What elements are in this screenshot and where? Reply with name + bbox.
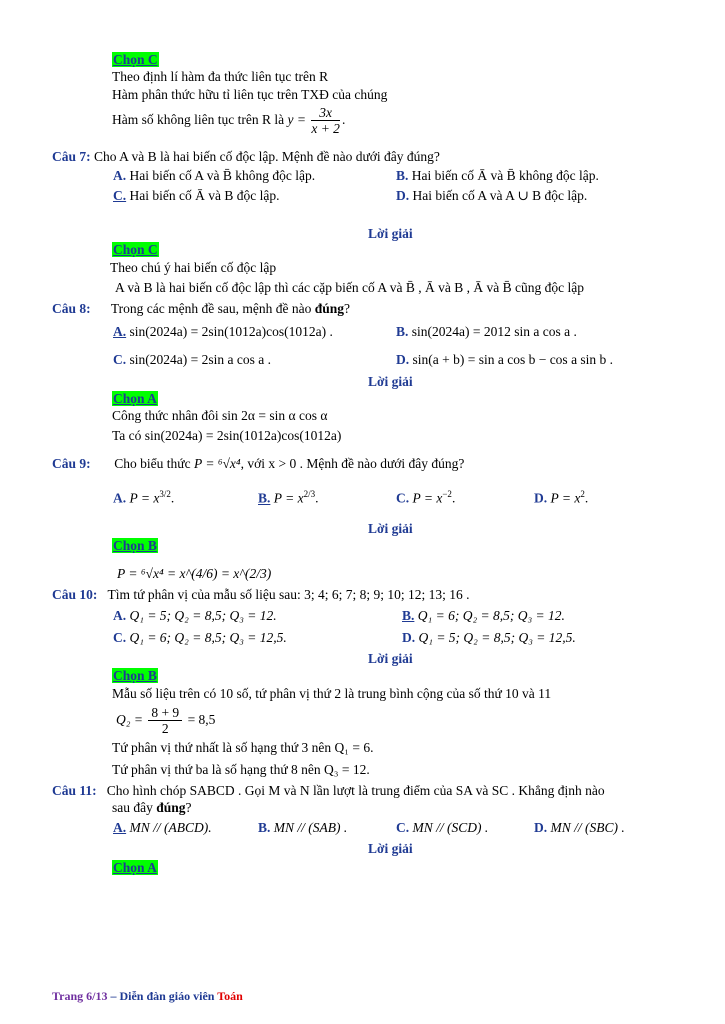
top-line-1: Theo định lí hàm đa thức liên tục trên R [112, 69, 329, 84]
question-11-line-2: sau đây đúng? [112, 800, 192, 815]
q9-option-a[interactable]: A. $P = x^{3/2}$. [113, 489, 175, 506]
q11-loigiai: Lời giải [368, 841, 413, 856]
q10-option-a[interactable]: A. Q₁ = 5; Q₂ = 8,5; Q₃ = 12. [113, 608, 277, 623]
q8-option-c[interactable]: C. sin(2024a) = 2sin a cos a . [113, 352, 271, 367]
q9-option-c[interactable]: C. $P = x^{-2}$. [396, 489, 456, 506]
footer-subject: Toán [217, 989, 243, 1003]
footer-forum: – Diễn đàn giáo viên [107, 989, 218, 1003]
q10-option-c[interactable]: C. Q₁ = 6; Q₂ = 8,5; Q₃ = 12,5. [113, 630, 287, 645]
q7-sol-1: Theo chú ý hai biến cố độc lập [110, 260, 277, 275]
question-9: Câu 9: Cho biểu thức P = ⁶√x⁴, với x > 0 . Mệnh đề nào dưới đây đúng? [52, 456, 465, 471]
q8-sol-2: Ta có sin(2024a) = 2sin(1012a)cos(1012a) [112, 428, 342, 443]
q7-option-b[interactable]: B. Hai biến cố Ā và B̄ không độc lập. [396, 168, 599, 183]
question-7: Câu 7: Cho A và B là hai biến cố độc lập. Mệnh đề nào dưới đây đúng? [52, 149, 440, 164]
top-line-3: Hàm số không liên tục trên R là y = $\frac{3x}{x + 2}$ . [112, 105, 346, 137]
page-footer [52, 988, 243, 1004]
question-11: Câu 11: Cho hình chóp SABCD . Gọi M và N lần lượt là trung điểm của SA và SC . Khẳng định nào [52, 783, 605, 798]
q8-loigiai: Lời giải [368, 374, 413, 389]
q7-sol-2: A và B là hai biến cố độc lập thì các cặp biến cố A và B̄ , Ā và B , Ā và B̄ cũng độc lập [115, 280, 584, 295]
q10-sol-4: Tứ phân vị thứ ba là số hạng thứ 8 nên Q₃ = 12. [112, 762, 370, 777]
q8-option-d[interactable]: D. sin(a + b) = sin a cos b − cos a sin b . [396, 352, 614, 367]
footer-page: Trang 6/13 [52, 989, 108, 1003]
q10-fraction: $\frac{8 + 9}{2}$ [148, 705, 182, 736]
q7-option-d[interactable]: D. Hai biến cố A và A ∪ B độc lập. [396, 188, 588, 203]
q8-option-a[interactable]: A. sin(2024a) = 2sin(1012a)cos(1012a) . [113, 324, 333, 339]
q10-chon: Chọn B [113, 668, 157, 683]
q11-option-a[interactable]: A. MN // (ABCD). [113, 820, 212, 835]
top-fraction: $\frac{3x}{x + 2}$ [311, 105, 340, 137]
q10-sol-3: Tứ phân vị thứ nhất là số hạng thứ 3 nên Q₁ = 6. [112, 740, 374, 755]
top-chon: Chọn C [113, 52, 158, 67]
question-8: Câu 8: Trong các mệnh đề sau, mệnh đề nào đúng? [52, 301, 350, 316]
question-10: Câu 10: Tìm tứ phân vị của mẫu số liệu sau: 3; 4; 6; 7; 8; 9; 10; 12; 13; 16 . [52, 587, 470, 602]
q10-option-b[interactable]: B. Q₁ = 6; Q₂ = 8,5; Q₃ = 12. [402, 608, 565, 623]
q7-chon: Chọn C [113, 242, 158, 257]
top-line-2: Hàm phân thức hữu tỉ liên tục trên TXĐ của chúng [112, 87, 388, 102]
q7-option-a[interactable]: A. Hai biến cố A và B̄ không độc lập. [113, 168, 316, 183]
q9-chon: Chọn B [113, 538, 157, 553]
q9-loigiai: Lời giải [368, 521, 413, 536]
q10-option-d[interactable]: D. Q₁ = 5; Q₂ = 8,5; Q₃ = 12,5. [402, 630, 576, 645]
q7-option-c[interactable]: C. Hai biến cố Ā và B độc lập. [113, 188, 280, 203]
q11-chon: Chọn A [113, 860, 157, 875]
q11-option-b[interactable]: B. MN // (SAB) . [258, 820, 348, 835]
q10-sol-1: Mẫu số liệu trên có 10 số, tứ phân vị thứ 2 là trung bình cộng của số thứ 10 và 11 [112, 686, 552, 701]
q9-sol: P = ⁶√x⁴ = x^(4/6) = x^(2/3) [117, 566, 272, 581]
q8-sol-1: Công thức nhân đôi sin 2α = sin α cos α [112, 408, 328, 423]
q9-option-b[interactable]: B. $P = x^{2/3}$. [258, 489, 319, 506]
q9-option-d[interactable]: D. $P = x^2$. [534, 489, 589, 506]
q8-option-b[interactable]: B. sin(2024a) = 2012 sin a cos a . [396, 324, 577, 339]
q10-loigiai: Lời giải [368, 651, 413, 666]
q10-sol-2: Q₂ = $\frac{8 + 9}{2}$ = 8,5 [116, 705, 216, 737]
q8-chon: Chọn A [113, 391, 157, 406]
q11-option-d[interactable]: D. MN // (SBC) . [534, 820, 625, 835]
q11-option-c[interactable]: C. MN // (SCD) . [396, 820, 489, 835]
q7-loigiai: Lời giải [368, 226, 413, 241]
